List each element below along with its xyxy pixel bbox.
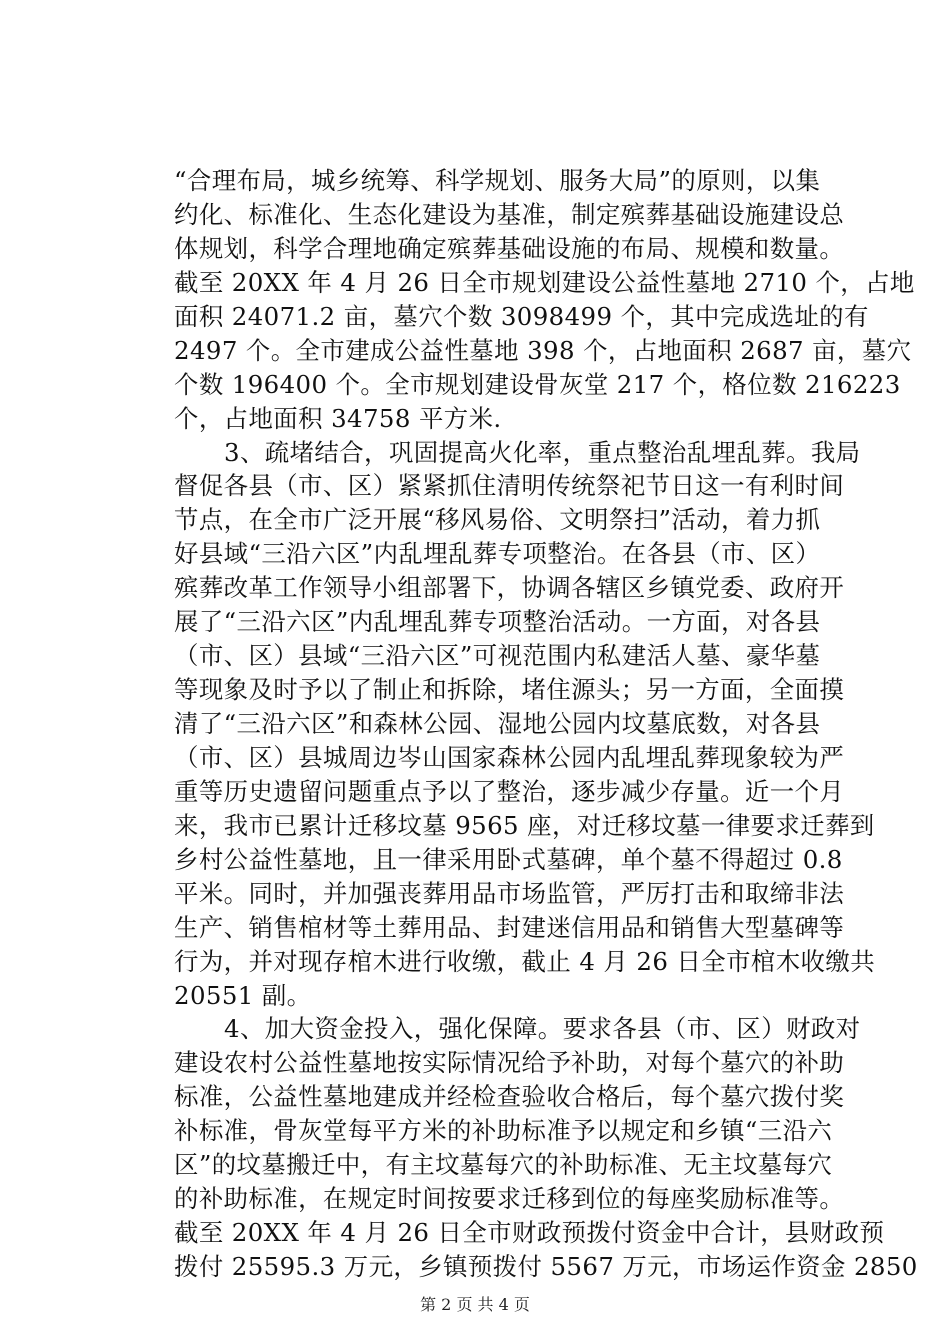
- text-line: 20551 副。: [174, 980, 312, 1010]
- paragraph-start-line: 4、加大资金投入，强化保障。要求各县（市、区）财政对: [224, 1014, 861, 1044]
- text-line: 来，我市已累计迁移坟墓 9565 座，对迁移坟墓一律要求迁葬到: [174, 810, 875, 840]
- text-line: 清了“三沿六区”和森林公园、湿地公园内坟墓底数，对各县: [174, 709, 821, 739]
- text-line: 重等历史遗留问题重点予以了整治，逐步减少存量。近一个月: [174, 776, 845, 806]
- text-line: 截至 20XX 年 4 月 26 日全市规划建设公益性墓地 2710 个，占地: [174, 267, 915, 297]
- paragraph-start-line: 3、疏堵结合，巩固提高火化率，重点整治乱埋乱葬。我局: [224, 437, 861, 467]
- text-line: “合理布局，城乡统筹、科学规划、服务大局”的原则，以集: [174, 166, 821, 195]
- text-line: 2497 个。全市建成公益性墓地 398 个，占地面积 2687 亩，墓穴: [174, 335, 912, 365]
- text-line: 体规划，科学合理地确定殡葬基础设施的布局、规模和数量。: [174, 233, 845, 263]
- text-line: 补标准，骨灰堂每平方米的补助标准予以规定和乡镇“三沿六: [174, 1116, 833, 1146]
- text-line: 个数 196400 个。全市规划建设骨灰堂 217 个，格位数 216223: [174, 369, 901, 399]
- text-line: 督促各县（市、区）紧紧抓住清明传统祭祀节日这一有利时间: [174, 471, 845, 501]
- text-line: 节点，在全市广泛开展“移风易俗、文明祭扫”活动，着力抓: [174, 505, 821, 535]
- text-line: 标准，公益性墓地建成并经检查验收合格后，每个墓穴拨付奖: [174, 1082, 845, 1112]
- text-line: 行为，并对现存棺木进行收缴，截止 4 月 26 日全市棺木收缴共: [174, 946, 876, 976]
- text-line: 建设农村公益性墓地按实际情况给予补助，对每个墓穴的补助: [174, 1048, 845, 1078]
- text-line: 截至 20XX 年 4 月 26 日全市财政预拨付资金中合计，县财政预: [174, 1218, 885, 1248]
- text-line: 生产、销售棺材等土葬用品、封建迷信用品和销售大型墓碑等: [174, 912, 845, 942]
- text-line: 展了“三沿六区”内乱埋乱葬专项整治活动。一方面，对各县: [174, 607, 821, 637]
- text-line: 好县域“三沿六区”内乱埋乱葬专项整治。在各县（市、区）: [174, 539, 821, 569]
- text-line: 区”的坟墓搬迁中，有主坟墓每穴的补助标准、无主坟墓每穴: [174, 1150, 833, 1180]
- text-line: 的补助标准，在规定时间按要求迁移到位的每座奖励标准等。: [174, 1184, 845, 1214]
- text-line: （市、区）县城周边岑山国家森林公园内乱埋乱葬现象较为严: [174, 742, 845, 772]
- text-line: 殡葬改革工作领导小组部署下，协调各辖区乡镇党委、政府开: [174, 573, 845, 603]
- text-line: 约化、标准化、生态化建设为基准，制定殡葬基础设施建设总: [174, 199, 845, 229]
- text-line: （市、区）县域“三沿六区”可视范围内私建活人墓、豪华墓: [174, 641, 821, 671]
- page-number-footer: 第 2 页 共 4 页: [420, 1295, 530, 1314]
- text-line: 面积 24071.2 亩，墓穴个数 3098499 个，其中完成选址的有: [174, 301, 869, 331]
- text-line: 个，占地面积 34758 平方米.: [174, 403, 502, 433]
- text-line: 乡村公益性墓地，且一律采用卧式墓碑，单个墓不得超过 0.8: [174, 844, 843, 874]
- text-line: 拨付 25595.3 万元，乡镇预拨付 5567 万元，市场运作资金 2850: [174, 1252, 918, 1282]
- text-line: 平米。同时，并加强丧葬用品市场监管，严厉打击和取缔非法: [174, 878, 845, 908]
- text-line: 等现象及时予以了制止和拆除，堵住源头；另一方面，全面摸: [174, 675, 845, 705]
